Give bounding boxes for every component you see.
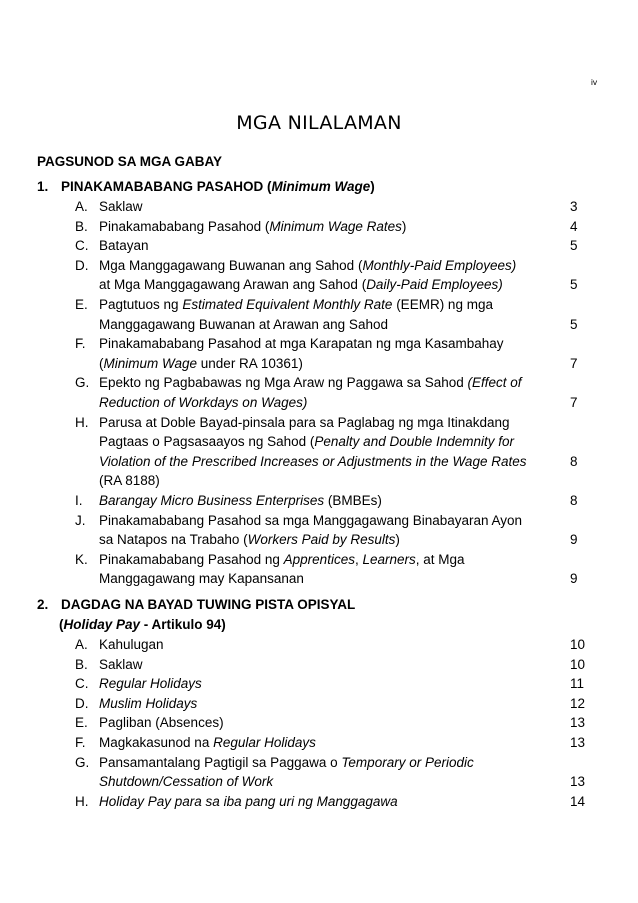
entry-letter: I. xyxy=(75,492,83,508)
entry-page-number: 3 xyxy=(570,199,578,214)
entry-title xyxy=(99,413,510,433)
text-run: Workers Paid by Results xyxy=(247,532,396,548)
entry-title xyxy=(99,354,303,374)
entry-page-number: 13 xyxy=(570,715,586,731)
text-run: Pinakamababang Pasahod ng xyxy=(99,551,284,567)
toc-entry xyxy=(37,550,597,589)
text-run: Muslim Holidays xyxy=(99,695,198,711)
entry-letter: F. xyxy=(75,734,86,750)
entry-title xyxy=(99,373,522,393)
entry-title xyxy=(99,295,493,315)
page-title: MGA NILALAMAN xyxy=(236,112,402,134)
entry-line xyxy=(37,569,597,589)
text-run: (RA 8188) xyxy=(99,473,160,489)
entry-line xyxy=(37,511,597,531)
text-run: Parusa at Doble Bayad-pinsala para sa Paglabag ng mga Itinakdang xyxy=(99,414,510,430)
entry-letter: K. xyxy=(75,551,88,567)
text-run: PINAKAMABABANG PASAHOD ( xyxy=(61,179,272,194)
text-run: Daily-Paid Employees) xyxy=(366,277,503,293)
text-run: Learners xyxy=(362,551,416,567)
text-run: Reduction of Workdays on Wages) xyxy=(99,394,308,410)
entry-title xyxy=(99,393,307,413)
entry-title xyxy=(99,511,522,531)
toc-entry xyxy=(37,295,597,334)
entry-line xyxy=(37,530,597,550)
entry-letter: J. xyxy=(75,512,86,528)
entry-line xyxy=(37,674,597,694)
entry-title xyxy=(99,530,400,550)
toc-entry xyxy=(37,217,597,237)
entry-title xyxy=(99,713,224,733)
text-run: Regular Holidays xyxy=(99,676,202,692)
entry-letter: D. xyxy=(75,257,89,273)
entry-line xyxy=(37,334,597,354)
entry-line xyxy=(37,772,597,792)
text-run: Pagtutuos ng xyxy=(99,296,183,312)
toc-entry xyxy=(37,197,597,217)
entry-line xyxy=(37,635,597,655)
entry-letter: D. xyxy=(75,695,89,711)
text-run: Manggagawang may Kapansanan xyxy=(99,571,304,587)
text-run: (EEMR) ng mga xyxy=(392,296,493,312)
text-run: Shutdown/Cessation of Work xyxy=(99,774,274,790)
section-heading xyxy=(37,594,597,615)
entry-line xyxy=(37,753,597,773)
entry-letter: G. xyxy=(75,754,90,770)
entry-page-number: 5 xyxy=(570,238,578,254)
toc-entry xyxy=(37,753,597,792)
text-run: Magkakasunod na xyxy=(99,734,214,750)
toc-entry xyxy=(37,674,597,694)
text-run: , at Mga xyxy=(415,551,465,567)
text-run: ( xyxy=(59,617,64,632)
entry-title xyxy=(99,432,514,452)
entry-line xyxy=(37,432,597,452)
entry-line xyxy=(37,256,597,276)
entry-page-number: 14 xyxy=(570,793,586,809)
entry-title xyxy=(99,550,465,570)
text-run: Pinakamababang Pasahod ( xyxy=(99,218,270,234)
entry-letter: E. xyxy=(75,715,88,731)
toc-section-1 xyxy=(37,176,597,589)
entry-page-number: 9 xyxy=(570,532,578,548)
entry-letter: C. xyxy=(75,676,89,692)
toc-entry xyxy=(37,792,597,812)
entry-line xyxy=(37,694,597,714)
entry-line xyxy=(37,373,597,393)
entry-letter: H. xyxy=(75,793,89,809)
toc-section-2 xyxy=(37,594,597,811)
entry-page-number: 10 xyxy=(570,637,586,652)
preface-heading: PAGSUNOD SA MGA GABAY xyxy=(37,154,223,169)
toc-entry xyxy=(37,635,597,655)
text-run: ) xyxy=(370,179,375,194)
entry-title xyxy=(99,452,526,472)
entry-title xyxy=(99,334,504,354)
entry-title xyxy=(99,655,143,675)
text-run: Penalty and Double Indemnity for xyxy=(314,434,515,450)
toc-entry xyxy=(37,511,597,550)
toc-entry xyxy=(37,256,597,295)
text-run: Minimum Wage xyxy=(103,355,198,371)
text-run: Epekto ng Pagbabawas ng Mga Araw ng Paggawa sa Sahod xyxy=(99,375,468,391)
entry-line xyxy=(37,733,597,753)
entry-line xyxy=(37,197,597,217)
entry-title xyxy=(99,471,160,491)
entry-letter: A. xyxy=(75,199,88,214)
section-heading xyxy=(37,176,597,197)
entry-page-number: 7 xyxy=(570,355,578,371)
text-run: ) xyxy=(395,532,400,548)
entry-page-number: 10 xyxy=(570,656,586,672)
text-run: Mga Manggagawang Buwanan ang Sahod ( xyxy=(99,257,363,273)
entry-title xyxy=(99,569,304,589)
section-subheading xyxy=(37,615,597,635)
entry-title xyxy=(99,315,388,335)
toc-entry xyxy=(37,733,597,753)
text-run: ( xyxy=(99,355,104,371)
text-run: DAGDAG NA BAYAD TUWING PISTA OPISYAL xyxy=(61,597,356,612)
entry-letter: C. xyxy=(75,238,89,254)
text-run: Pinakamababang Pasahod at mga Karapatan ng mga Kasambahay xyxy=(99,336,504,352)
toc-entry xyxy=(37,694,597,714)
text-run: under RA 10361) xyxy=(197,355,303,371)
entry-page-number: 12 xyxy=(570,695,586,711)
text-run: Violation of the Prescribed Increases or Adjustments in the Wage Rates xyxy=(99,453,527,469)
entry-line xyxy=(37,315,597,335)
text-run: Kahulugan xyxy=(99,637,164,652)
entry-line xyxy=(37,413,597,433)
text-run: Minimum Wage Rates xyxy=(269,218,402,234)
entry-line xyxy=(37,452,597,472)
text-run: Apprentices xyxy=(283,551,355,567)
entry-letter: E. xyxy=(75,296,88,312)
text-run: Holiday Pay para sa iba pang uri ng Manggagawa xyxy=(99,793,398,809)
toc-entry xyxy=(37,236,597,256)
entry-title xyxy=(99,772,273,792)
text-run: Regular Holidays xyxy=(213,734,316,750)
text-run: Monthly-Paid Employees) xyxy=(362,257,517,273)
entry-line xyxy=(37,275,597,295)
text-run: ) xyxy=(401,218,407,234)
entry-title xyxy=(99,256,516,276)
entry-line xyxy=(37,792,597,812)
text-run: Pagliban (Absences) xyxy=(99,715,224,731)
entry-page-number: 8 xyxy=(570,492,578,508)
toc-entry xyxy=(37,655,597,675)
entry-title xyxy=(99,792,398,812)
text-run: at Mga Manggagawang Arawan ang Sahod ( xyxy=(99,277,367,293)
text-run: Barangay Micro Business Enterprises xyxy=(99,492,325,508)
entry-title xyxy=(99,635,164,655)
text-run: Saklaw xyxy=(99,199,143,214)
entry-title xyxy=(99,236,149,256)
entry-title xyxy=(99,197,143,217)
entry-line xyxy=(37,550,597,570)
text-run: Manggagawang Buwanan at Arawan ang Sahod xyxy=(99,316,388,332)
entry-letter: F. xyxy=(75,336,86,352)
entry-letter: H. xyxy=(75,414,89,430)
entry-title xyxy=(99,275,503,295)
text-run: - Artikulo 94) xyxy=(140,617,226,632)
entry-page-number: 13 xyxy=(570,774,586,790)
entry-title xyxy=(99,217,406,237)
entry-page-number: 13 xyxy=(570,734,586,750)
text-run: Estimated Equivalent Monthly Rate xyxy=(182,296,393,312)
entry-page-number: 5 xyxy=(570,316,578,332)
text-run: , xyxy=(354,551,363,567)
entry-line xyxy=(37,295,597,315)
toc-entry xyxy=(37,491,597,511)
entry-line xyxy=(37,713,597,733)
entry-line xyxy=(37,655,597,675)
text-run: Batayan xyxy=(99,238,149,254)
toc-entry xyxy=(37,713,597,733)
entry-title xyxy=(99,733,316,753)
entry-line xyxy=(37,393,597,413)
entry-line xyxy=(37,471,597,491)
section-number: 1. xyxy=(37,179,49,194)
text-run: Pagtaas o Pagsasaayos ng Sahod ( xyxy=(99,434,315,450)
entry-title xyxy=(99,491,382,511)
entry-title xyxy=(99,674,202,694)
entry-page-number: 8 xyxy=(570,453,578,469)
entry-line xyxy=(37,217,597,237)
entry-letter: B. xyxy=(75,656,88,672)
entry-page-number: 11 xyxy=(570,676,585,692)
entry-title xyxy=(99,694,197,714)
section-number: 2. xyxy=(37,597,49,612)
text-run: sa Natapos na Trabaho ( xyxy=(99,532,248,548)
text-run: (Effect of xyxy=(467,375,522,391)
page-number: iv xyxy=(591,77,598,87)
text-run: Pansamantalang Pagtigil sa Paggawa o xyxy=(99,754,342,770)
entry-line xyxy=(37,236,597,256)
entry-page-number: 5 xyxy=(570,277,578,293)
entry-title xyxy=(99,753,474,773)
toc-entry xyxy=(37,373,597,412)
entry-letter: G. xyxy=(75,375,90,391)
entry-letter: B. xyxy=(75,218,88,234)
text-run: Saklaw xyxy=(99,656,143,672)
entry-line xyxy=(37,354,597,374)
text-run: Pinakamababang Pasahod sa mga Manggagawang Binabayaran Ayon xyxy=(99,512,523,528)
entry-page-number: 9 xyxy=(570,571,578,587)
text-run: (BMBEs) xyxy=(324,492,382,508)
text-run: Holiday Pay xyxy=(63,617,141,632)
toc-entry xyxy=(37,413,597,491)
entry-page-number: 7 xyxy=(570,394,578,410)
entry-page-number: 4 xyxy=(570,218,578,234)
entry-line xyxy=(37,491,597,511)
text-run: Temporary or Periodic xyxy=(341,754,474,770)
entry-letter: A. xyxy=(75,637,88,652)
toc-entry xyxy=(37,334,597,373)
text-run: Minimum Wage xyxy=(271,179,371,194)
